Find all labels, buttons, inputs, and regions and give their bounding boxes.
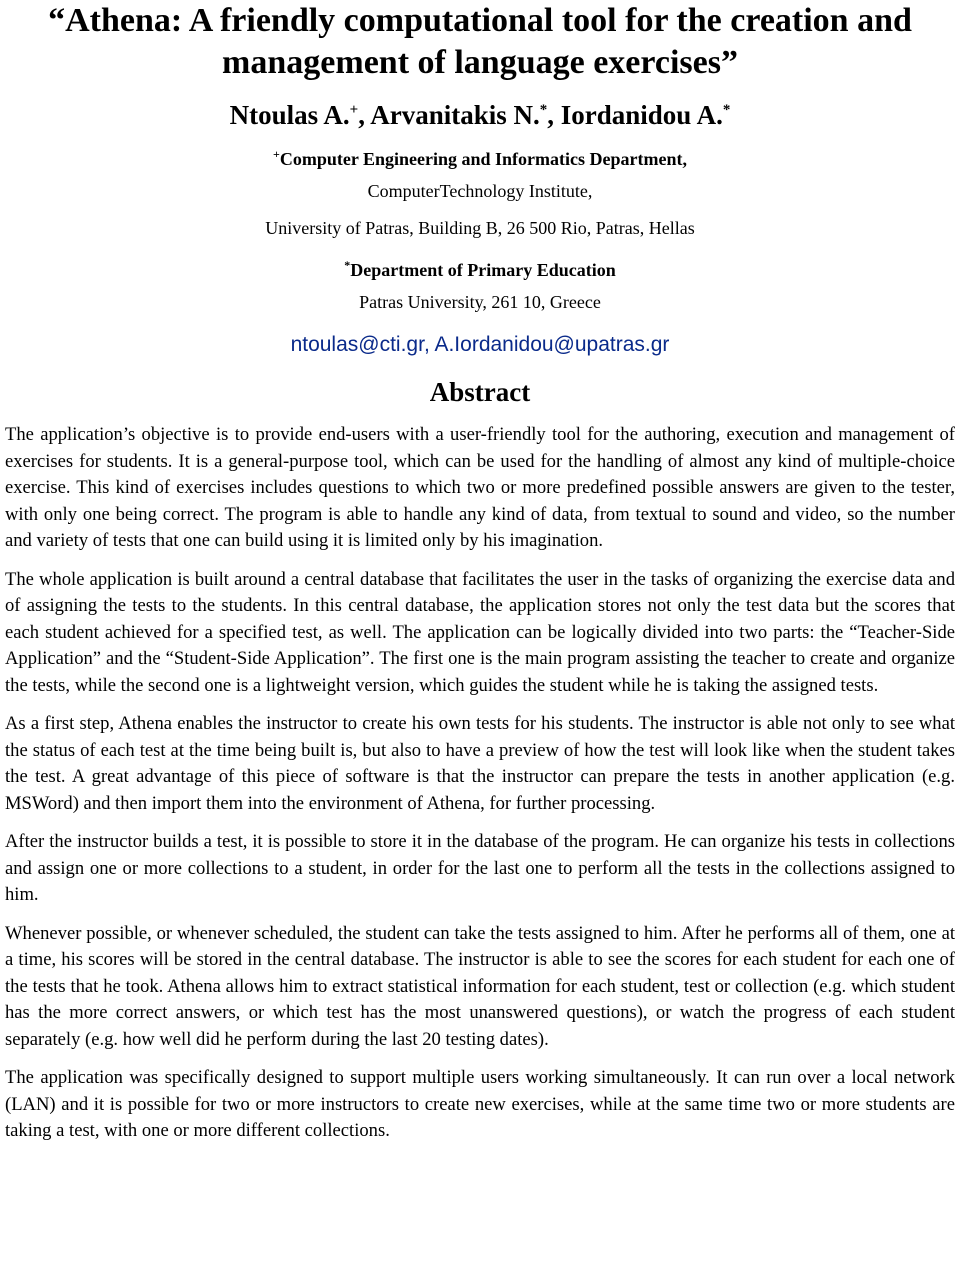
author-line — [0, 92, 960, 133]
affiliation-mark: * — [722, 102, 731, 118]
author-name: Ntoulas A. — [229, 100, 350, 130]
abstract-paragraph: The whole application is built around a central database that facilitates the user in the tasks of organizing the exercise data and of assigning the tests to the students. In this central database, the application stores not only the test data but the scores that each student achieved for a specified test, as well. The application can be logically divided into two parts: the “Teacher-Side Application” and the “Student-Side Application”. The first one is the main program assisting the teacher to create and organize the tests, while the second one is a lightweight version, which guides the student while he is taking the assigned tests. — [5, 568, 955, 696]
affiliation-address-1: University of Patras, Building B, 26 500 Rio, Patras, Hellas — [265, 218, 695, 238]
abstract-paragraph: After the instructor builds a test, it is possible to store it in the database of the program. He can organize his tests in collections and assign one or more collections to a student, in order for the last one to perform all the tests in the collections assigned to him. — [5, 831, 955, 905]
department-name: Computer Engineering and Informatics Department, — [279, 149, 687, 169]
abstract-paragraph: The application’s objective is to provide end-users with a user-friendly tool for the authoring, execution and management of exercises for students. It is a general-purpose tool, which can be used for the handling of almost any kind of multiple-choice exercise. This kind of exercises includes questions to which two or more predefined possible answers are given to the tester, with only one being correct. The program is able to handle any kind of data, from textual to sound and video, so the number and variety of tests that one can build using it is limited only by his imagination. — [5, 424, 955, 551]
paper-title: “Athena: A friendly computational tool for the creation and management of language exercises” — [48, 2, 912, 81]
email-line — [0, 331, 960, 359]
email-separator: , — [423, 333, 435, 356]
affiliation-institute: ComputerTechnology Institute, — [367, 181, 593, 201]
abstract-paragraph: The application was specifically designed to support multiple users working simultaneously. It can run over a local network (LAN) and it is possible for two or more instructors to create new exercises, while at the same time two or more students are taking a test, with one or more different collections. — [5, 1067, 955, 1141]
department-name: Department of Primary Education — [350, 260, 616, 280]
email-link[interactable]: A.Iordanidou@upatras.gr — [434, 333, 670, 356]
abstract-paragraph: As a first step, Athena enables the instructor to create his own tests for his students. The instructor is able not only to see what the status of each test at the time being built is, but also to have a preview of how the test will look like when the student takes the test. A great advantage of this piece of software is that the instructor can prepare the tests in another application (e.g. MSWord) and then import them into the environment of Athena, for further processing. — [5, 713, 955, 814]
affiliation-mark: + — [349, 102, 359, 118]
affiliation-department-2 — [0, 253, 960, 282]
abstract-paragraph: Whenever possible, or whenever scheduled, the student can take the tests assigned to him. After he performs all of them, one at a time, his scores will be stored in the central database. The instructor is able to see the scores for each student for each one of the tests that he took. Athena allows him to extract statistical information for each student, test or collection (e.g. which student has the more correct answers, or which test has the most unanswered questions), or watch the progress of each student separately (e.g. how well did he perform during the last 20 testing dates). — [5, 922, 955, 1050]
affiliation-mark: * — [344, 258, 351, 272]
affiliation-mark: * — [539, 102, 548, 118]
affiliation-mark: + — [273, 147, 280, 161]
author-name: , Arvanitakis N. — [358, 100, 540, 130]
email-link[interactable]: ntoulas@cti.gr — [290, 333, 424, 356]
abstract-heading: Abstract — [429, 377, 531, 407]
affiliation-address-2: Patras University, 261 10, Greece — [359, 292, 601, 312]
author-name: , Iordanidou A. — [547, 100, 723, 130]
abstract-body — [5, 422, 955, 1157]
affiliation-department-1 — [0, 142, 960, 171]
